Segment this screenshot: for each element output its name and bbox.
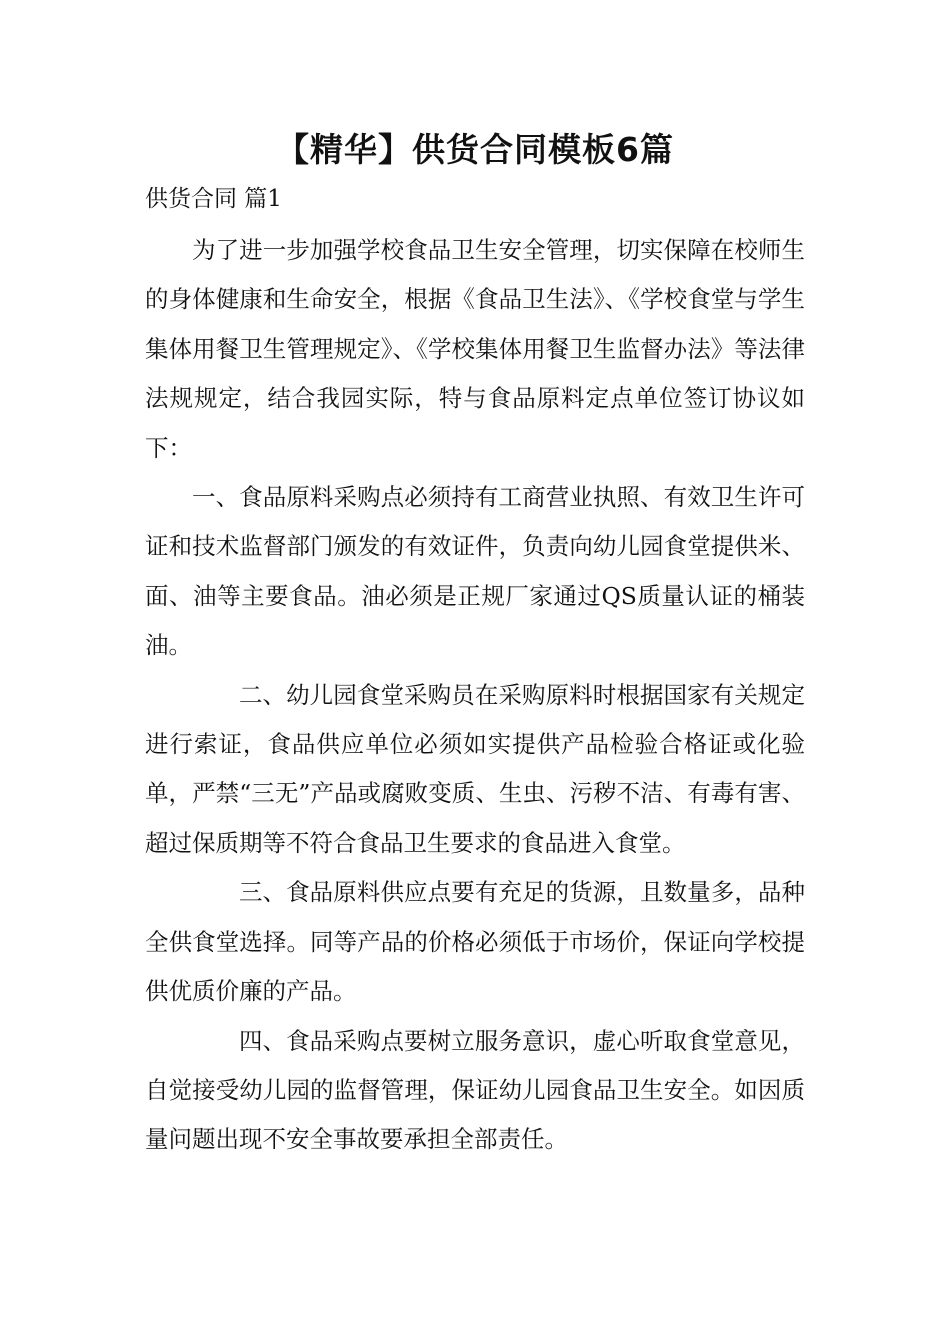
paragraph-text: 食品采购点要树立服务意识，虚心听取食堂意见，自觉接受幼儿园的监督管理，保证幼儿园食品卫生安全。如因质量问题出现不安全事故要承担全部责任。 <box>145 1026 805 1154</box>
paragraph-clause-2 <box>145 671 805 869</box>
paragraph-clause-4 <box>145 1017 805 1165</box>
paragraph-text: 为了进一步加强学校食品卫生安全管理，切实保障在校师生的身体健康和生命安全，根据《食品卫生法》、《学校食堂与学生集体用餐卫生管理规定》、《学校集体用餐卫生监督办法》等法律法规规定，结合我园实际，特与食品原料定点单位签订协议如下： <box>145 236 805 462</box>
paragraph-intro <box>145 226 805 473</box>
clause-number: 一、 <box>192 483 240 512</box>
clause-number: 四、 <box>239 1026 286 1055</box>
paragraph-clause-1 <box>145 473 805 671</box>
paragraph-text: 幼儿园食堂采购员在采购原料时根据国家有关规定进行索证，食品供应单位必须如实提供产品检验合格证或化验单，严禁“三无”产品或腐败变质、生虫、污秽不洁、有毒有害、超过保质期等不符合食品卫生要求的食品进入食堂。 <box>145 680 805 857</box>
paragraph-text: 食品原料采购点必须持有工商营业执照、有效卫生许可证和技术监督部门颁发的有效证件，负责向幼儿园食堂提供米、面、油等主要食品。油必须是正规厂家通过QS质量认证的桶装油。 <box>145 483 806 660</box>
section-heading: 供货合同 篇1 <box>145 186 282 212</box>
clause-number: 三、 <box>239 878 286 907</box>
paragraph-clause-3 <box>145 868 805 1016</box>
clause-number: 二、 <box>239 680 286 709</box>
paragraph-text: 食品原料供应点要有充足的货源，且数量多，品种全供食堂选择。同等产品的价格必须低于市场价，保证向学校提供优质价廉的产品。 <box>145 878 805 1006</box>
document-title: 【精华】供货合同模板6篇 <box>276 130 674 169</box>
document-body <box>145 226 805 1165</box>
